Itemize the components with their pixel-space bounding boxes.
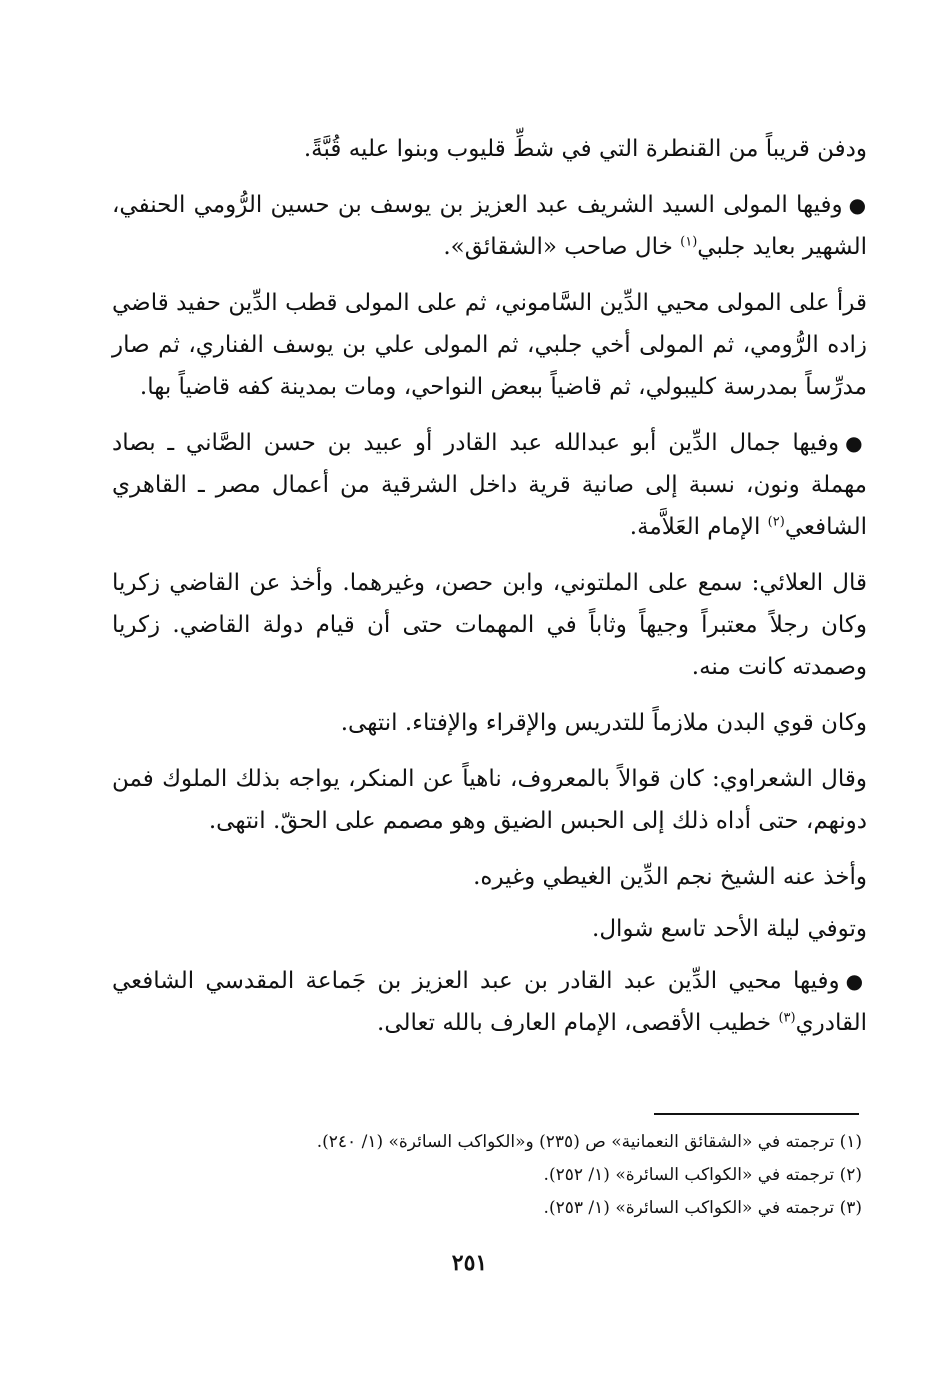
paragraph-text: خال صاحب «الشقائق». <box>443 234 681 260</box>
paragraph <box>112 422 867 548</box>
paragraph <box>112 184 867 268</box>
paragraph <box>112 562 867 688</box>
footnote-divider <box>654 1113 859 1115</box>
paragraph <box>112 856 867 898</box>
footnote: (٢) ترجمته في «الكواكب السائرة» (١/ ٢٥٢). <box>543 1165 862 1185</box>
paragraph-text: وتوفي ليلة الأحد تاسع شوال. <box>592 916 867 942</box>
bullet-icon: ● <box>848 193 867 217</box>
footnote-ref[interactable]: (٢) <box>767 514 785 530</box>
paragraph <box>112 960 867 1044</box>
paragraph <box>112 908 867 950</box>
bullet-icon: ● <box>845 969 867 993</box>
paragraph <box>112 702 867 744</box>
paragraph <box>112 128 867 170</box>
paragraph-text: وقال الشعراوي: كان قوالاً بالمعروف، ناهياً عن المنكر، يواجه بذلك الملوك فمن دونهم، حتى أداه ذلك إلى الحبس الضيق وهو مصمم على الحقّ. انتهى. <box>112 766 867 834</box>
paragraph <box>112 758 867 842</box>
paragraph-text: قرأ على المولى محيي الدِّين السَّاموني، ثم على المولى قطب الدِّين حفيد قاضي زاده الرُّومي، ثم المولى أخي جلبي، ثم المولى علي بن يوسف الفناري، ثم صار مدرِّساً بمدرسة كليبولي، ثم قاضياً ببعض النواحي، ومات بمدينة كفه قاضياً بها. <box>112 290 867 400</box>
footnotes <box>112 1126 862 1225</box>
footnote: (١) ترجمته في «الشقائق النعمانية» ص (٢٣٥) و«الكواكب السائرة» (١/ ٢٤٠). <box>316 1132 862 1152</box>
paragraph-text: خطيب الأقصى، الإمام العارف بالله تعالى. <box>377 1010 779 1036</box>
paragraph-text: وفيها المولى السيد الشريف عبد العزيز بن يوسف بن حسين الرُّومي الحنفي، الشهير بعايد جلبي <box>112 192 867 260</box>
paragraph-text: ودفن قريباً من القنطرة التي في شطِّ قليوب وبنوا عليه قُبَّةً. <box>303 136 867 162</box>
footnote-ref[interactable]: (١) <box>680 234 698 250</box>
footnote: (٣) ترجمته في «الكواكب السائرة» (١/ ٢٥٣). <box>543 1198 862 1218</box>
paragraph-text: وأخذ عنه الشيخ نجم الدِّين الغيطي وغيره. <box>473 864 867 890</box>
paragraph-text: قال العلائي: سمع على الملتوني، وابن حصن، وغيرهما. وأخذ عن القاضي زكريا وكان رجلاً معتبراً وجيهاً وثاباً في المهمات حتى أن قيام دولة القاضي. زكريا وصمدته كانت منه. <box>112 570 867 680</box>
paragraph-text: وكان قوي البدن ملازماً للتدريس والإقراء والإفتاء. انتهى. <box>340 710 867 736</box>
paragraph-text: وفيها جمال الدِّين أبو عبدالله عبد القادر أو عبيد بن حسن الصَّاني ـ بصاد مهملة ونون، نسبة إلى صانية قرية داخل الشرقية من أعمال مصر ـ القاهري الشافعي <box>112 430 867 540</box>
footnote-ref[interactable]: (٣) <box>778 1010 796 1026</box>
main-text <box>112 128 867 1058</box>
page-number: ٢٥١ <box>451 1250 488 1276</box>
paragraph-text: وفيها محيي الدِّين عبد القادر بن عبد العزيز بن جَماعة المقدسي الشافعي القادري <box>112 968 867 1036</box>
paragraph-text: الإمام العَلاَّمة. <box>629 514 768 540</box>
paragraph <box>112 282 867 408</box>
bullet-icon: ● <box>845 431 867 455</box>
